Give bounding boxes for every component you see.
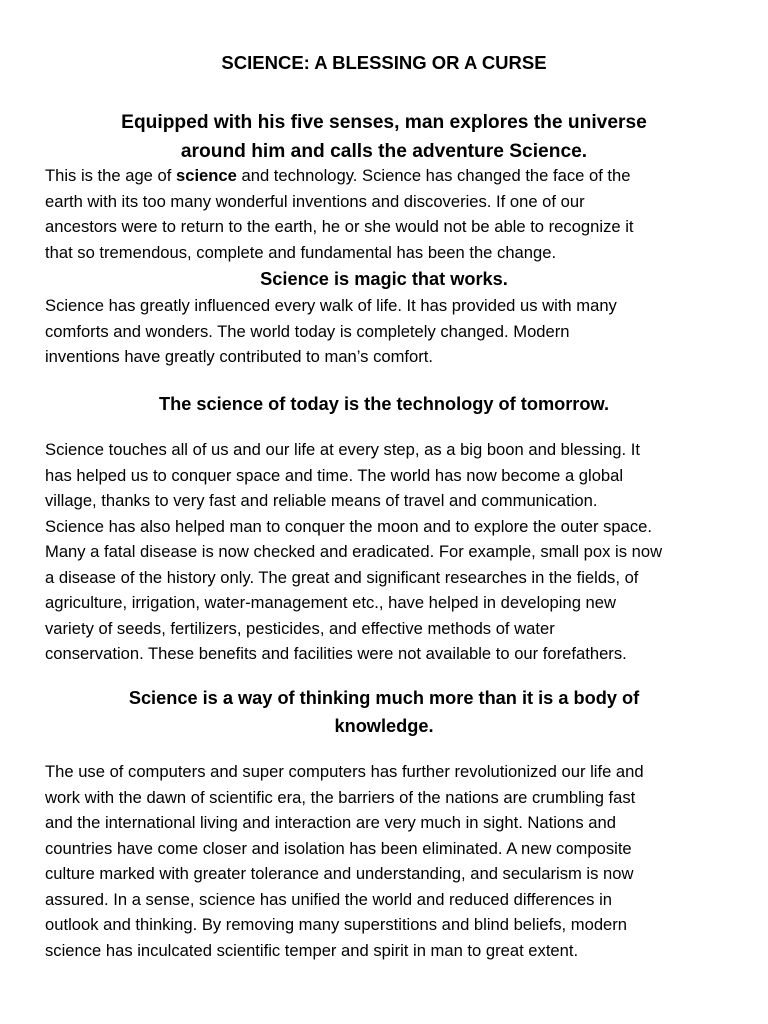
heading-senses [30, 108, 738, 166]
paragraph-line: and the international living and interaction are very much in sight. Nations and [45, 813, 616, 832]
bold-word: science [175, 166, 237, 185]
paragraph-line: outlook and thinking. By removing many superstitions and blind beliefs, modern [45, 915, 628, 934]
paragraph-line: culture marked with greater tolerance and understanding, and secularism is now [45, 864, 634, 883]
text-run: and technology. Science has changed the face of the [236, 166, 631, 185]
heading-line: Science is a way of thinking much more than it is a body of [128, 688, 640, 708]
paragraph-line: a disease of the history only. The great and significant researches in the fields, of [45, 567, 639, 587]
paragraph-line: Science has also helped man to conquer the moon and to explore the outer space. [45, 516, 652, 536]
paragraph-line: agriculture, irrigation, water-management etc., have helped in developing new [45, 593, 616, 612]
heading-technology-tomorrow: The science of today is the technology of tomorrow. [158, 394, 610, 414]
paragraph-line: comforts and wonders. The world today is completely changed. Modern [45, 321, 570, 341]
paragraph-line: conservation. These benefits and facilities were not available to our forefathers. [45, 644, 627, 663]
paragraph-line: countries have come closer and isolation has been eliminated. A new composite [45, 838, 632, 858]
paragraph-line [45, 163, 735, 189]
paragraph-line: The use of computers and super computers has further revolutionized our life and [45, 762, 644, 781]
paragraph-line: has helped us to conquer space and time. The world has now become a global [45, 465, 624, 485]
text-run: This is the age of [45, 166, 176, 185]
paragraph-line: that so tremendous, complete and fundamental has been the change. [45, 242, 557, 262]
paragraph-line: science has inculcated scientific temper and spirit in man to great extent. [45, 940, 579, 960]
paragraph-influence [45, 293, 735, 370]
heading-way-of-thinking [30, 684, 738, 740]
heading-line: knowledge. [334, 716, 434, 736]
paragraph-age-of-science [45, 163, 735, 265]
paragraph-line: earth with its too many wonderful inventions and discoveries. If one of our [45, 191, 585, 211]
paragraph-line: ancestors were to return to the earth, he or she would not be able to recognize it [45, 217, 634, 236]
heading-magic: Science is magic that works. [260, 269, 508, 289]
paragraph-boon [45, 437, 735, 667]
paragraph-line: work with the dawn of scientific era, the barriers of the nations are crumbling fast [45, 787, 636, 807]
document-title: SCIENCE: A BLESSING OR A CURSE [221, 52, 547, 73]
paragraph-line: Many a fatal disease is now checked and eradicated. For example, small pox is now [45, 542, 663, 561]
heading-line: around him and calls the adventure Science. [180, 141, 588, 162]
paragraph-line: assured. In a sense, science has unified the world and reduced differences in [45, 889, 612, 909]
paragraph-line: village, thanks to very fast and reliable means of travel and communication. [45, 491, 598, 510]
paragraph-line: variety of seeds, fertilizers, pesticides, and effective methods of water [45, 618, 555, 638]
paragraph-line: Science has greatly influenced every walk of life. It has provided us with many [45, 296, 617, 315]
heading-line: Equipped with his five senses, man explores the universe [121, 112, 647, 133]
paragraph-line: inventions have greatly contributed to man’s comfort. [45, 347, 434, 366]
paragraph-line: Science touches all of us and our life at every step, as a big boon and blessing. It [45, 440, 640, 459]
paragraph-computers [45, 759, 735, 963]
